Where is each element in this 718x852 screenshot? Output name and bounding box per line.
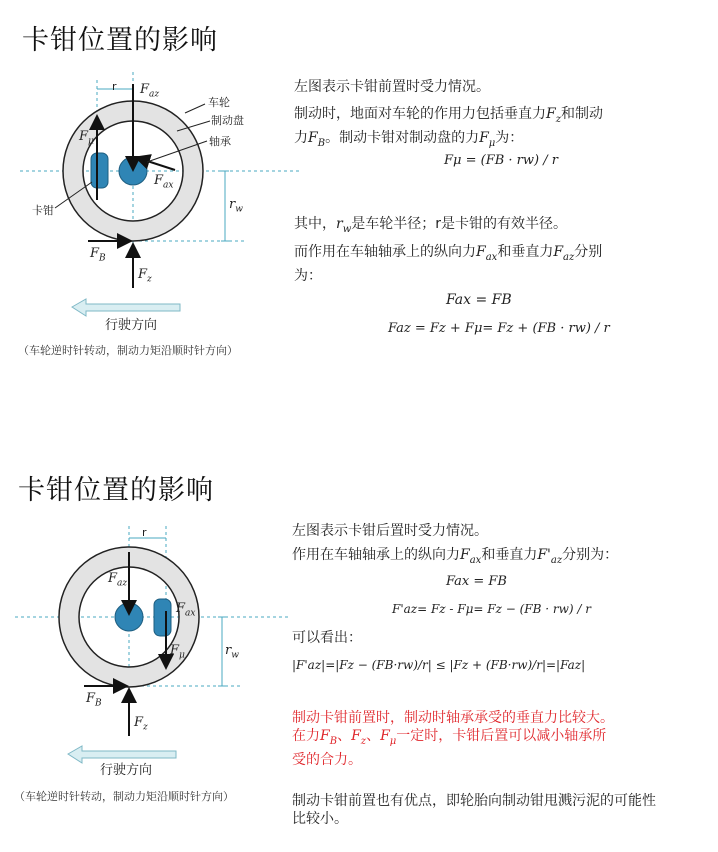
- text-p3: 其中，$r_w$是车轮半径；r是卡钳的有效半径。: [294, 216, 568, 235]
- text-p4: 而作用在车轴轴承上的纵向力$F_{ax}$和垂直力$F_{az}$分别 为：: [294, 244, 603, 284]
- bearing-label: 轴承: [209, 135, 231, 148]
- fz-label: $F_z$: [138, 267, 152, 285]
- rotation-note: （车轮逆时针转动，制动力矩沿顺时针方向）: [14, 790, 234, 803]
- direction-arrow: [72, 299, 180, 316]
- direction-arrow: [68, 746, 176, 763]
- text-p2: 作用在车轴轴承上的纵向力$F_{ax}$和垂直力$F'_{az}$分别为：: [292, 547, 619, 566]
- rotation-note: （车轮逆时针转动，制动力矩沿顺时针方向）: [18, 344, 238, 357]
- slide-title: 卡钳位置的影响: [22, 25, 218, 56]
- fmu-label: $F_\mu$: [170, 643, 185, 661]
- eq-faz: Faz = Fz + Fμ= Fz + (FB · rw) / r: [388, 321, 610, 336]
- fb-label: $F_B$: [90, 246, 106, 264]
- eq-fax: Fax = FB: [446, 574, 507, 589]
- fax-label: $F_{ax}$: [176, 601, 196, 619]
- caliper-shape: [91, 153, 108, 188]
- caliper-shape: [154, 599, 171, 636]
- eq-faz-prime: F'az= Fz - Fμ= Fz − (FB · rw) / r: [392, 602, 591, 616]
- text-p1: 左图表示卡钳后置时受力情况。: [292, 523, 488, 539]
- fb-label: $F_B$: [86, 691, 102, 709]
- fax-label: $F_{ax}$: [154, 173, 174, 191]
- text-conclusion: 制动卡钳前置时，制动时轴承承受的垂直力比较大。 在力$F_B$、$F_z$、$F_\mu$一定时，卡钳后置可以减小轴承所 受的合力。: [292, 710, 614, 768]
- r-label: r: [112, 80, 117, 93]
- fmu-label: $F_\mu$: [79, 129, 94, 147]
- direction-label: 行驶方向: [105, 318, 158, 333]
- caliper-label: 卡钳: [32, 204, 54, 217]
- eq-compare: |F'az|=|Fz − (FB·rw)/r| ≤ |Fz + (FB·rw)/r|=|Faz|: [292, 658, 586, 672]
- text-p3: 可以看出：: [292, 630, 362, 646]
- text-p1: 左图表示卡钳前置时受力情况。: [294, 79, 490, 95]
- text-p2: 制动时，地面对车轮的作用力包括垂直力$F_z$和制动 力$F_B$。制动卡钳对制动盘的力$F_\mu$为：: [294, 106, 603, 149]
- faz-label: $F_{az}$: [108, 571, 128, 589]
- rw-label: $r_w$: [229, 197, 243, 215]
- faz-label: $F_{az}$: [140, 82, 160, 100]
- r-label: r: [142, 526, 147, 539]
- eq-fmu: Fμ = (FB · rw) / r: [444, 153, 558, 168]
- disc-label: 制动盘: [211, 114, 244, 127]
- slide-caliper-rear: [0, 426, 718, 852]
- rw-label: $r_w$: [225, 643, 239, 661]
- eq-fax: Fax = FB: [446, 292, 512, 308]
- direction-label: 行驶方向: [100, 763, 153, 778]
- fz-label: $F_z$: [134, 715, 148, 733]
- slide-title: 卡钳位置的影响: [18, 475, 214, 506]
- wheel-label: 车轮: [208, 96, 230, 109]
- text-p4: 制动卡钳前置也有优点，即轮胎向制动钳甩溅污泥的可能性 比较小。: [292, 793, 656, 827]
